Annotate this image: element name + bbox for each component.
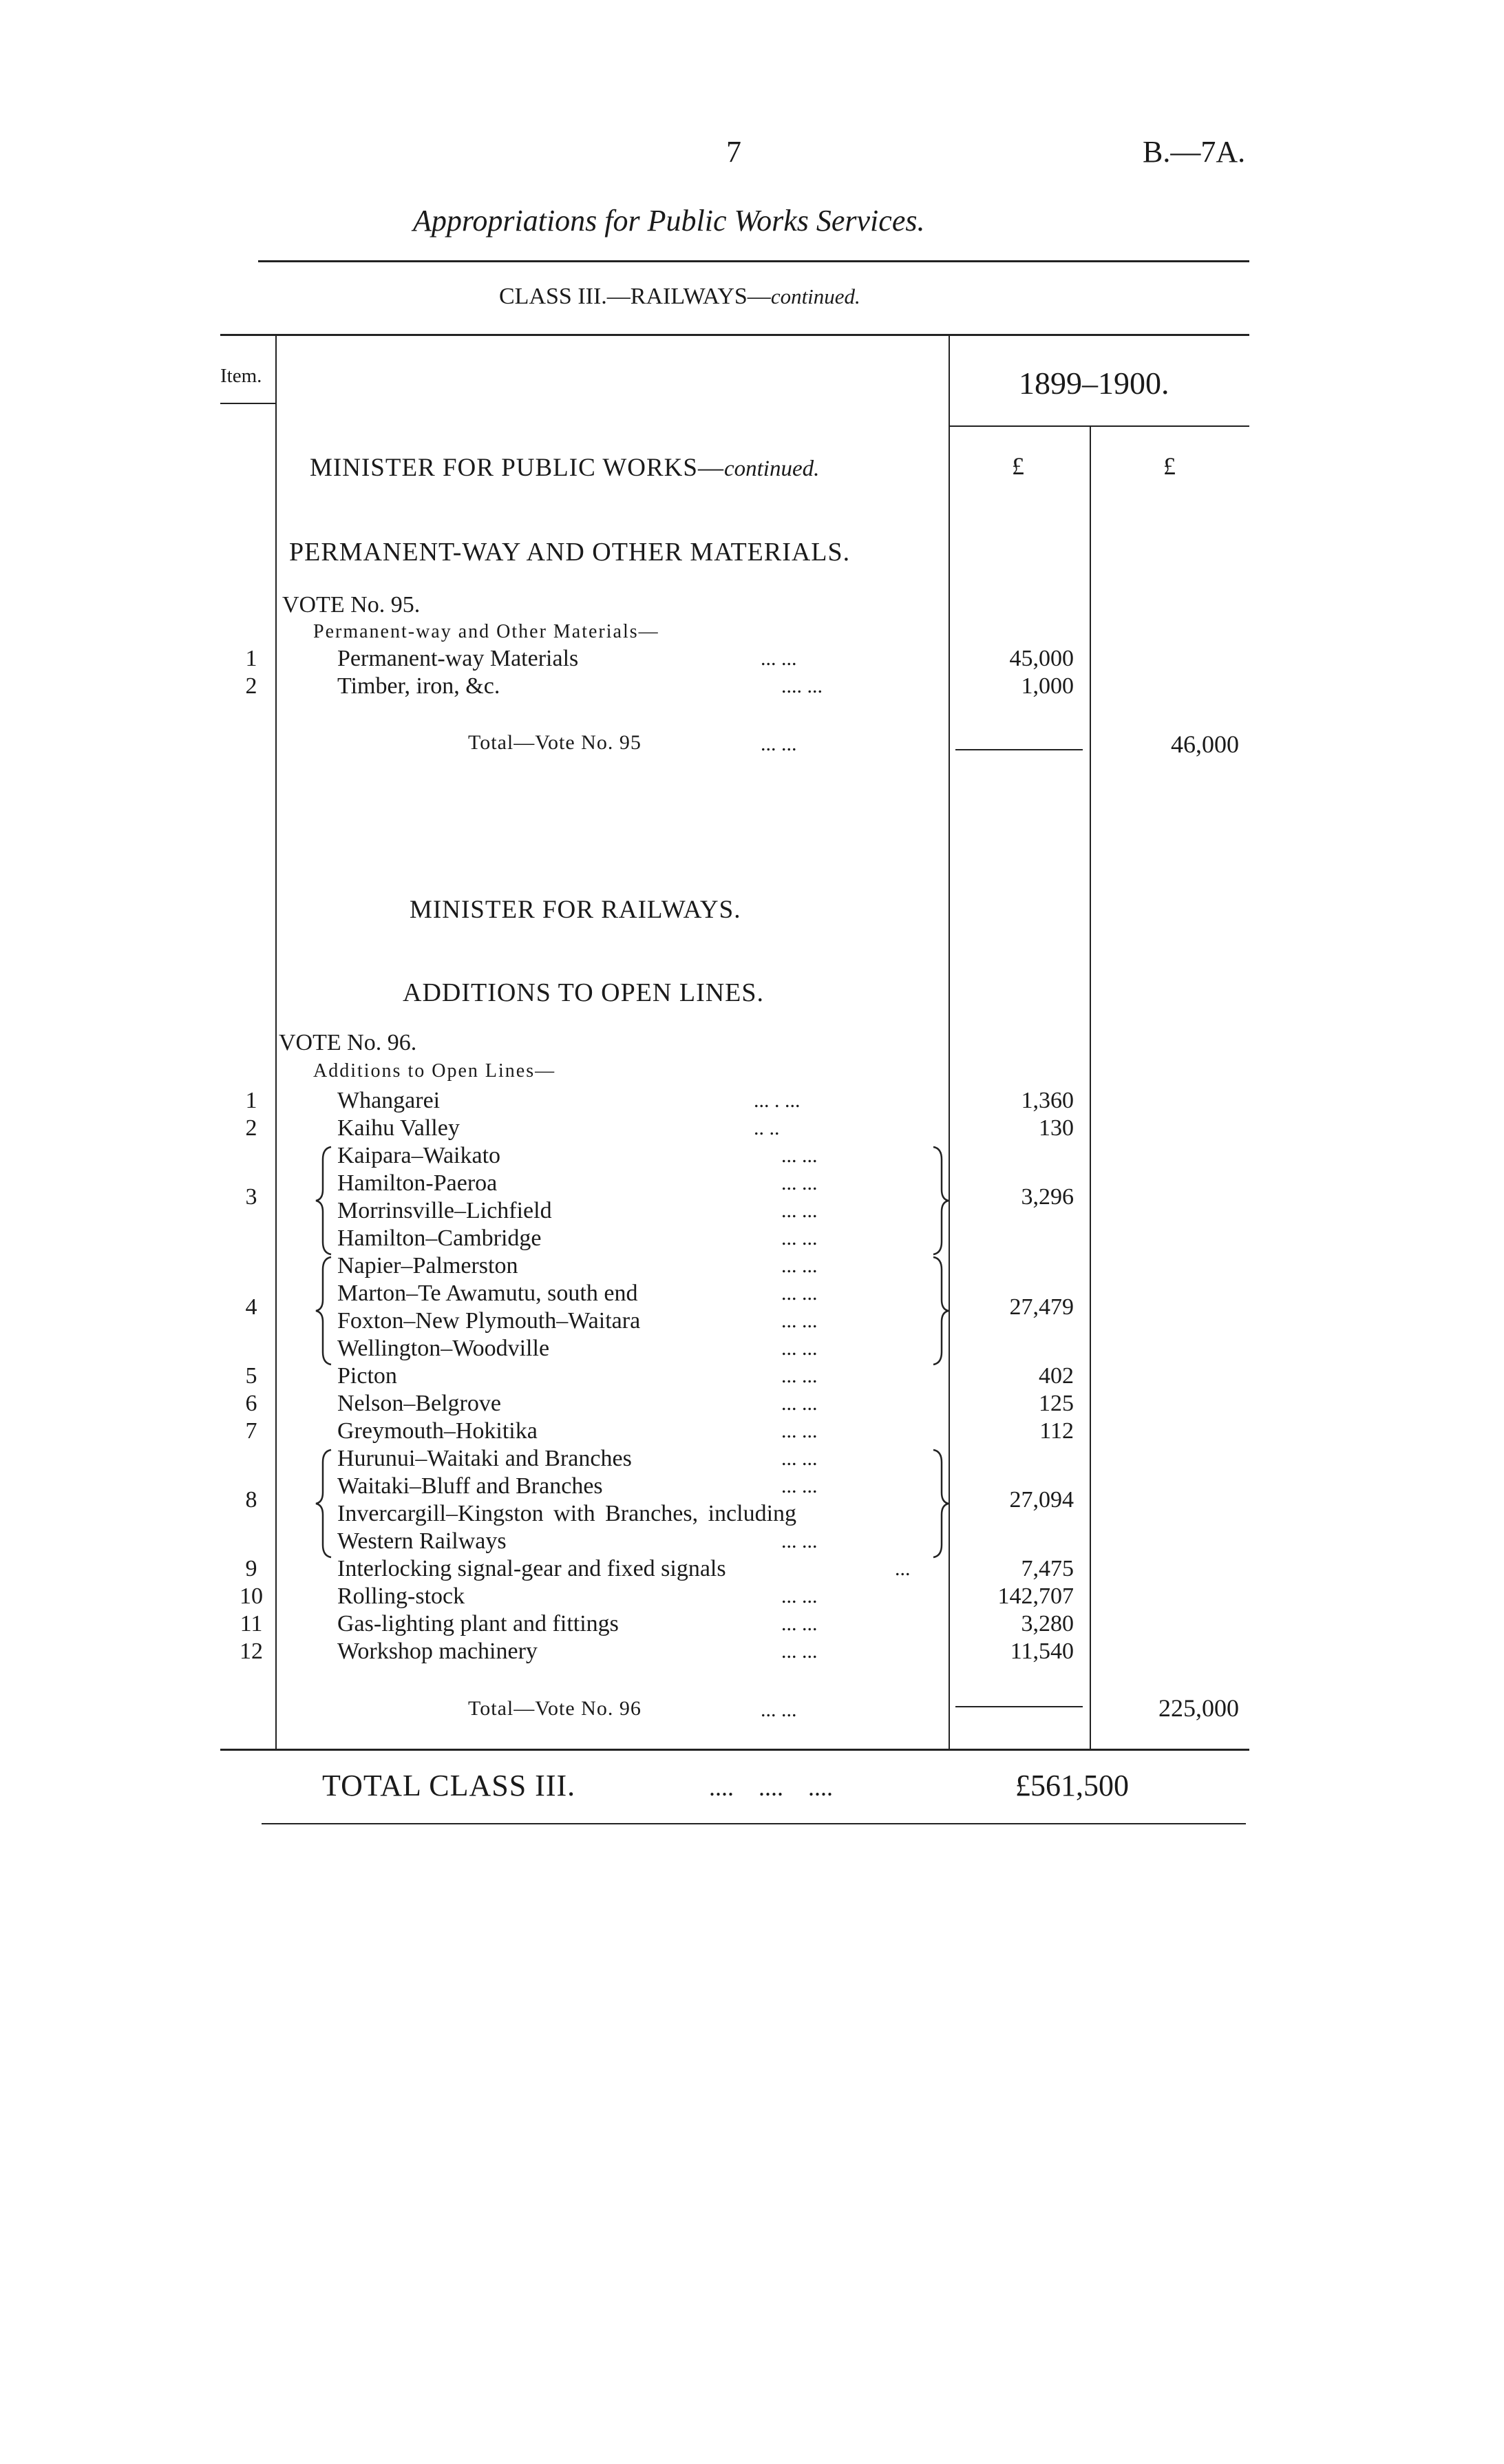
leader-dots: ... ... (781, 1530, 818, 1552)
leader-dots: ... ... (781, 1475, 818, 1497)
line-label: Workshop machinery (337, 1639, 538, 1664)
item-amount: 142,707 (997, 1583, 1074, 1609)
vote-95-total-label: Total—Vote No. 95 (468, 731, 642, 754)
item-label: Timber, iron, &c. (337, 673, 500, 699)
line-label: Invercargill–Kingston with Branches, including (337, 1501, 797, 1526)
line-label: Interlocking signal-gear and fixed signals (337, 1556, 726, 1581)
leader-dots: ... ... (761, 733, 797, 755)
item-number: 12 (240, 1639, 263, 1664)
leader-dots: ... ... (781, 1172, 818, 1194)
table-top-rule (220, 334, 1249, 336)
leader-dots: ... ... (781, 1420, 818, 1442)
leader-dots: ... ... (781, 1227, 818, 1250)
leader-dots: ... ... (761, 647, 797, 670)
permanent-way-heading: PERMANENT-WAY AND OTHER MATERIALS. (289, 538, 851, 567)
item-number: 9 (245, 1556, 257, 1581)
left-brace-icon (313, 1256, 334, 1366)
vote-95-subheading: Permanent-way and Other Materials— (313, 621, 659, 642)
leader-dots: ... ... (781, 1585, 818, 1608)
leader-dots: .. .. (754, 1117, 780, 1139)
minister-public-works-heading: MINISTER FOR PUBLIC WORKS—continued. (310, 454, 820, 482)
vote-96-heading: VOTE No. 96. (279, 1030, 417, 1055)
leader-dots: .... .... .... (709, 1773, 833, 1801)
line-label: Rolling-stock (337, 1583, 465, 1609)
total-class-label: TOTAL CLASS III. (322, 1769, 576, 1802)
year-column-header: 1899–1900. (1019, 366, 1169, 401)
item-amount: 3,296 (1021, 1184, 1074, 1210)
line-label: Morrinsville–Lichfield (337, 1198, 552, 1223)
line-label: Kaipara–Waikato (337, 1143, 501, 1168)
line-label: Wellington–Woodville (337, 1336, 550, 1361)
leader-dots: ... ... (781, 1365, 818, 1387)
leader-dots: ... ... (781, 1612, 818, 1635)
right-brace-icon (931, 1146, 951, 1256)
class-heading: CLASS III.—RAILWAYS—continued. (499, 284, 860, 309)
leader-dots: ... ... (781, 1282, 818, 1305)
leader-dots: ... ... (761, 1698, 797, 1721)
item-number: 4 (245, 1294, 257, 1320)
additions-heading: ADDITIONS TO OPEN LINES. (403, 978, 765, 1007)
item-amount: 27,094 (1009, 1487, 1074, 1513)
leader-dots: ... ... (781, 1254, 818, 1277)
item-number: 3 (245, 1184, 257, 1210)
line-label: Hurunui–Waitaki and Branches (337, 1446, 632, 1471)
item-amount: 7,475 (1021, 1556, 1074, 1581)
item-amount: 1,360 (1021, 1088, 1074, 1113)
subtotal-rule (955, 749, 1083, 750)
item-number: 1 (245, 1088, 257, 1113)
footer-rule (262, 1823, 1246, 1824)
item-number: 11 (240, 1611, 263, 1636)
item-number: 10 (240, 1583, 263, 1609)
item-amount: 130 (1039, 1115, 1074, 1141)
item-number: 6 (245, 1391, 257, 1416)
right-brace-icon (931, 1256, 951, 1366)
item-number: 7 (245, 1418, 257, 1444)
item-amount: 112 (1039, 1418, 1074, 1444)
title-rule (258, 260, 1249, 262)
document-reference: B.—7A. (1143, 135, 1246, 169)
item-amount: 11,540 (1010, 1639, 1074, 1664)
item-amount: 1,000 (1021, 673, 1074, 699)
subtotal-rule (955, 1706, 1083, 1707)
leader-dots: ... (895, 1557, 911, 1580)
item-number: 8 (245, 1487, 257, 1513)
item-amount: 3,280 (1021, 1611, 1074, 1636)
minister-railways-heading: MINISTER FOR RAILWAYS. (410, 896, 741, 924)
line-label: Marton–Te Awamutu, south end (337, 1281, 638, 1306)
leader-dots: .... ... (781, 675, 823, 697)
vote-96-subheading: Additions to Open Lines— (313, 1060, 556, 1082)
right-brace-icon (931, 1449, 951, 1559)
line-label: Kaihu Valley (337, 1115, 460, 1141)
item-header-rule (220, 403, 275, 404)
leader-dots: ... ... (781, 1447, 818, 1470)
item-amount: 402 (1039, 1363, 1074, 1389)
line-label: Foxton–New Plymouth–Waitara (337, 1308, 641, 1334)
item-number: 2 (245, 1115, 257, 1141)
line-label: Waitaki–Bluff and Branches (337, 1473, 603, 1499)
item-number: 2 (245, 673, 257, 699)
vote-96-total-label: Total—Vote No. 96 (468, 1697, 642, 1720)
pound-symbol-right: £ (1163, 452, 1176, 480)
year-header-rule (949, 425, 1249, 427)
leader-dots: ... ... (781, 1199, 818, 1222)
leader-dots: ... ... (781, 1144, 818, 1167)
item-amount: 125 (1039, 1391, 1074, 1416)
line-label: Picton (337, 1363, 397, 1389)
page-number: 7 (726, 135, 741, 169)
line-label: Whangarei (337, 1088, 441, 1113)
total-class-amount: £561,500 (1015, 1769, 1129, 1802)
item-column-divider (275, 336, 277, 1749)
leader-dots: ... ... (781, 1337, 818, 1360)
item-number: 1 (245, 646, 257, 671)
line-label: Greymouth–Hokitika (337, 1418, 538, 1444)
line-label: Hamilton-Paeroa (337, 1170, 498, 1196)
item-amount: 27,479 (1009, 1294, 1074, 1320)
leader-dots: ... ... (781, 1640, 818, 1663)
line-label: Western Railways (337, 1528, 507, 1554)
vote-95-heading: VOTE No. 95. (282, 592, 421, 618)
left-brace-icon (313, 1146, 334, 1256)
page-title: Appropriations for Public Works Services. (413, 204, 925, 238)
leader-dots: ... ... (781, 1309, 818, 1332)
leader-dots: ... ... (781, 1392, 818, 1415)
item-column-header: Item. (220, 365, 262, 387)
leader-dots: ... . ... (754, 1089, 801, 1112)
item-amount: 45,000 (1009, 646, 1074, 671)
item-label: Permanent-way Materials (337, 646, 579, 671)
line-label: Hamilton–Cambridge (337, 1225, 542, 1251)
line-label: Gas-lighting plant and fittings (337, 1611, 619, 1636)
vote-96-total-amount: 225,000 (1158, 1694, 1239, 1722)
pound-symbol-left: £ (1012, 452, 1024, 480)
line-label: Napier–Palmerston (337, 1253, 518, 1278)
table-bottom-rule (220, 1749, 1249, 1751)
line-label: Nelson–Belgrove (337, 1391, 501, 1416)
vote-95-total-amount: 46,000 (1171, 730, 1239, 758)
item-number: 5 (245, 1363, 257, 1389)
left-brace-icon (313, 1449, 334, 1559)
subtotal-column-divider (1090, 427, 1091, 1749)
